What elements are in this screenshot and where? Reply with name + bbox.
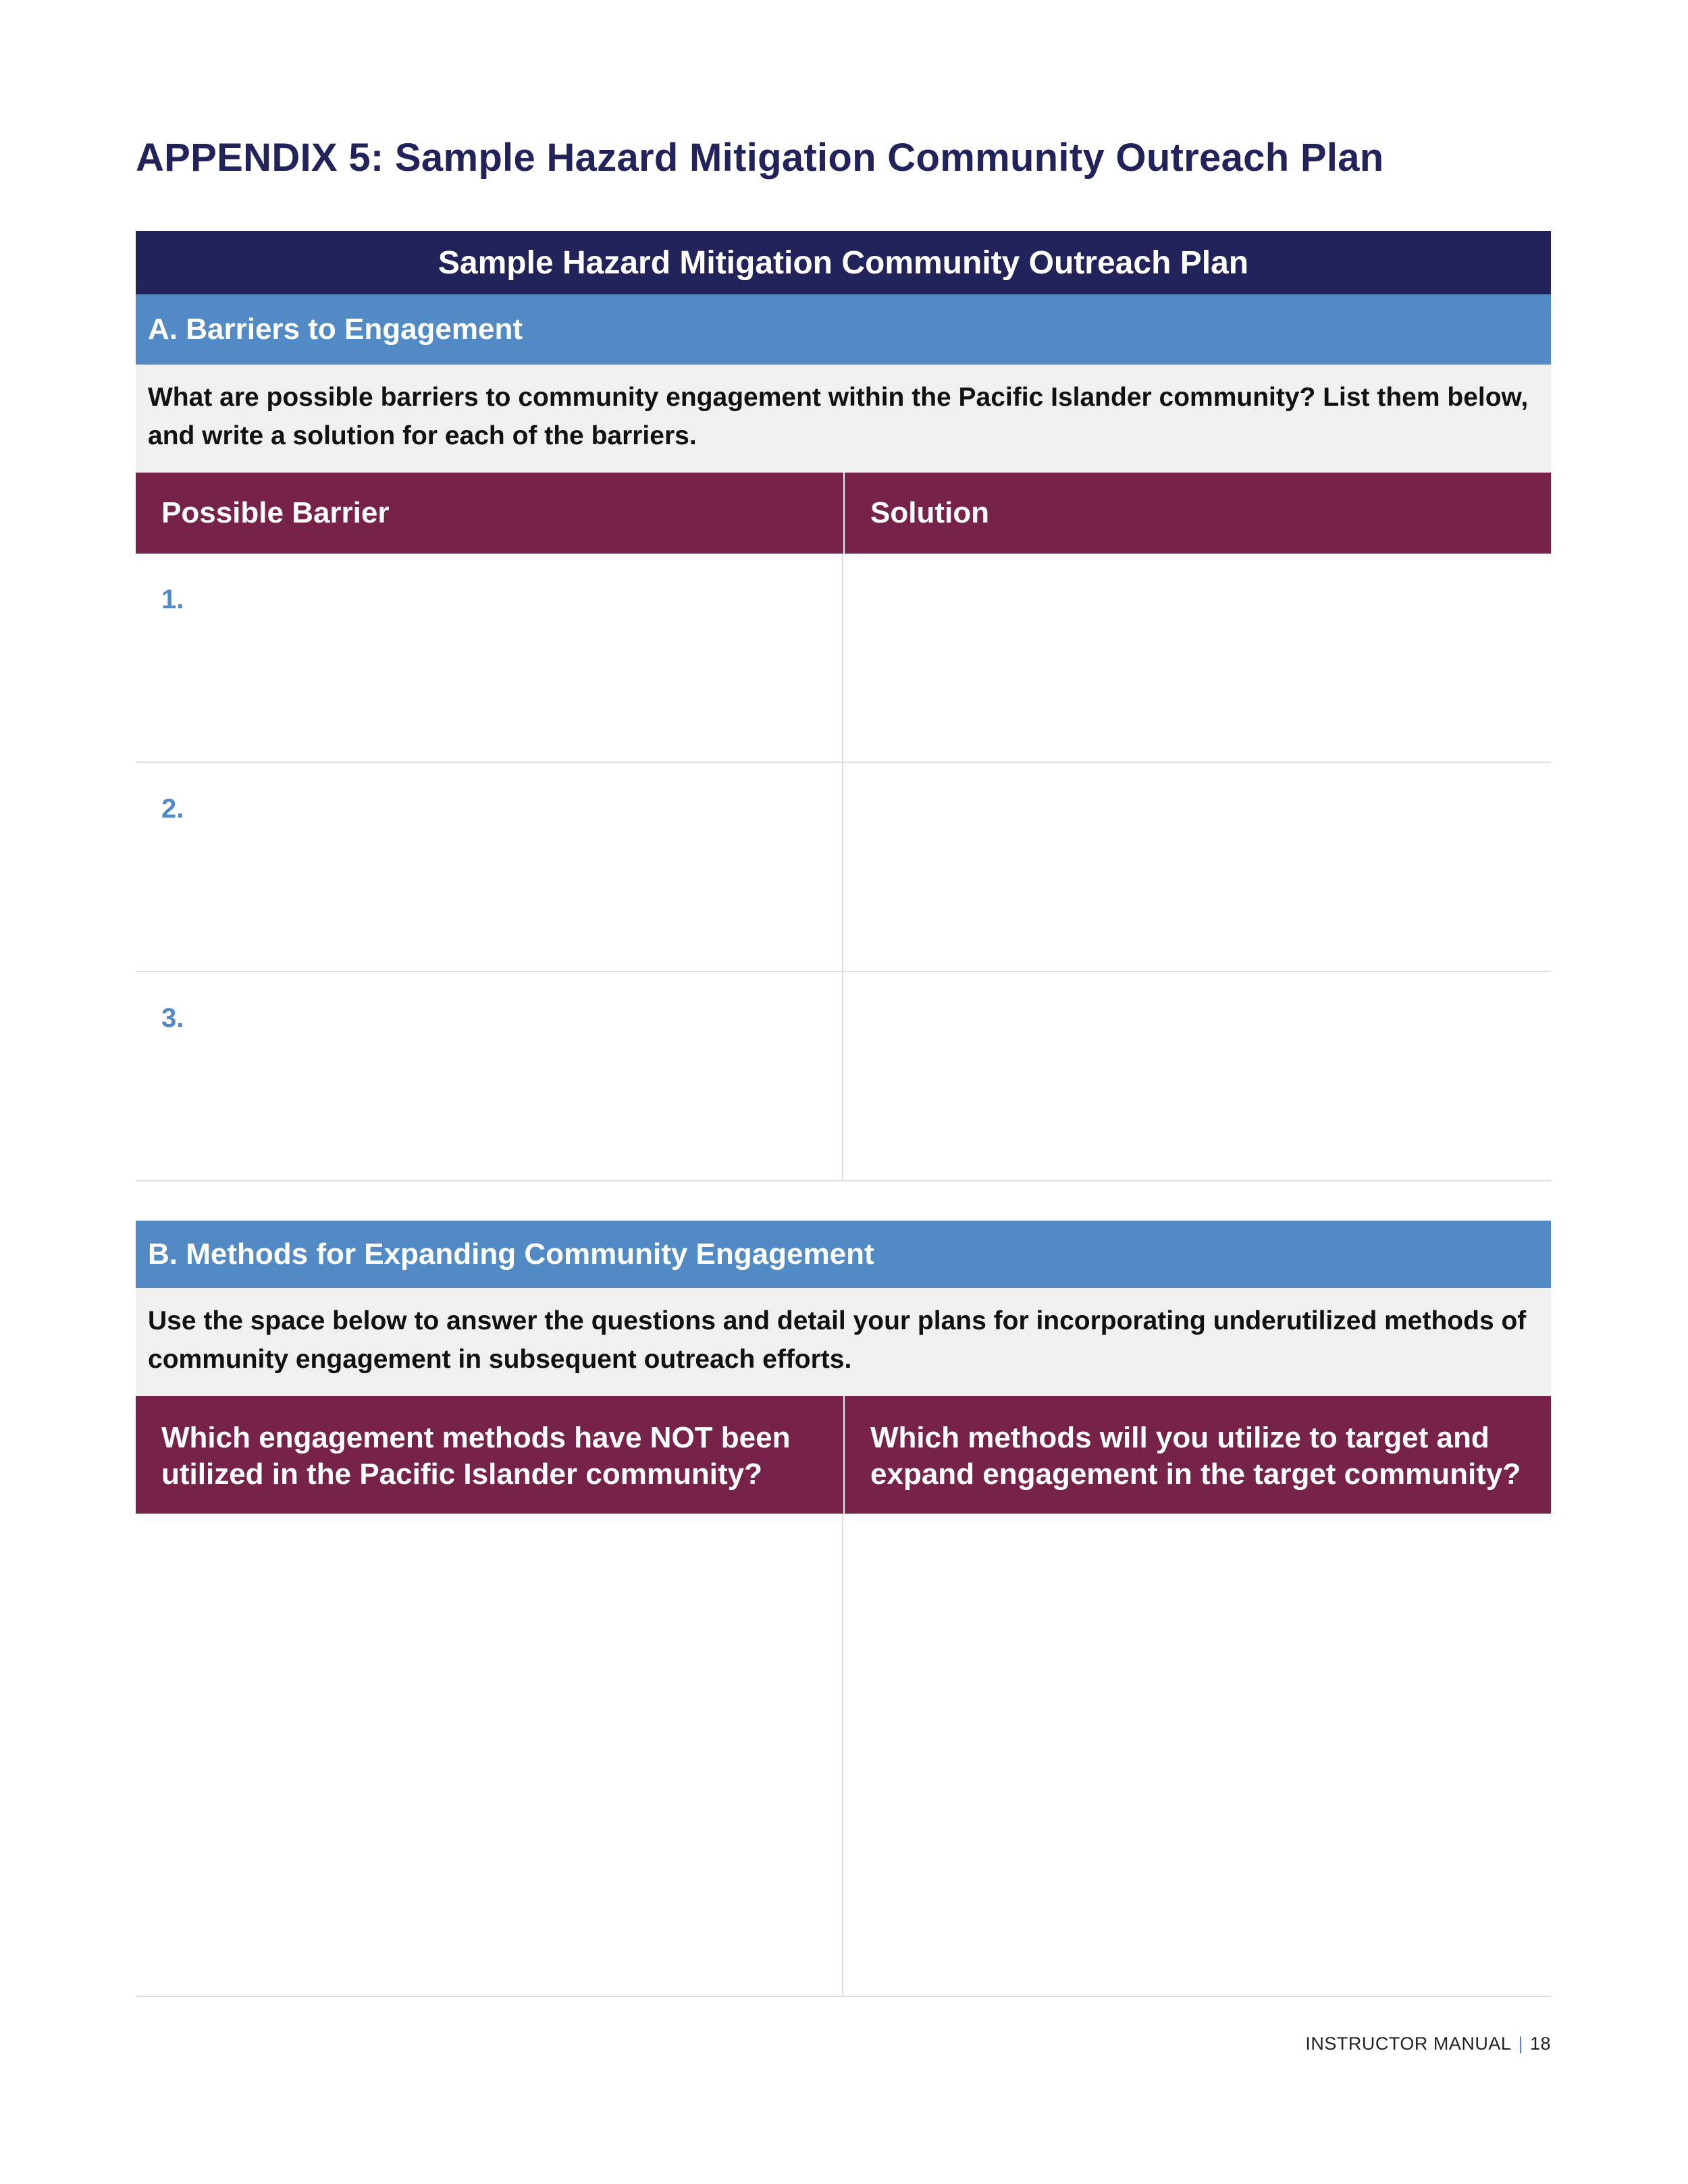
page-title: APPENDIX 5: Sample Hazard Mitigation Community Outreach Plan xyxy=(136,136,1384,180)
methods-not-utilized-cell[interactable] xyxy=(136,1514,843,1996)
solution-cell[interactable] xyxy=(843,972,1551,1180)
section-a-column-headers xyxy=(136,473,1551,554)
outreach-plan-table xyxy=(136,231,1551,1997)
col-header-possible-barrier: Possible Barrier xyxy=(161,496,390,529)
barrier-row xyxy=(136,554,1551,763)
page-number: 18 xyxy=(1529,2033,1551,2054)
solution-cell[interactable] xyxy=(843,554,1551,762)
section-b-column-headers xyxy=(136,1396,1551,1514)
page-footer xyxy=(1305,2033,1551,2054)
section-a-instruction: What are possible barriers to community engagement within the Pacific Islander community? List them below, and write a solution for each of the barriers. xyxy=(136,365,1551,473)
methods-to-utilize-cell[interactable] xyxy=(843,1514,1551,1996)
section-spacer xyxy=(136,1181,1551,1221)
section-b-instruction: Use the space below to answer the questions and detail your plans for incorporating underutilized methods of community engagement in subsequent outreach efforts. xyxy=(136,1288,1551,1396)
footer-label: INSTRUCTOR MANUAL xyxy=(1305,2033,1512,2054)
plan-title: Sample Hazard Mitigation Community Outreach Plan xyxy=(136,231,1551,294)
row-number: 1. xyxy=(161,585,184,614)
row-number: 3. xyxy=(161,1003,184,1033)
barrier-cell[interactable] xyxy=(136,554,843,762)
col-header-methods-to-utilize: Which methods will you utilize to target and expand engagement in the target community? xyxy=(843,1396,1551,1514)
col-header-methods-not-utilized: Which engagement methods have NOT been utilized in the Pacific Islander community? xyxy=(161,1421,791,1491)
section-a-heading: A. Barriers to Engagement xyxy=(136,294,1551,365)
section-b-answer-row xyxy=(136,1514,1551,1997)
barrier-row xyxy=(136,972,1551,1181)
footer-separator: | xyxy=(1518,2033,1523,2054)
col-header-solution: Solution xyxy=(843,473,1551,554)
barrier-cell[interactable] xyxy=(136,763,843,971)
barrier-row xyxy=(136,763,1551,972)
barrier-cell[interactable] xyxy=(136,972,843,1180)
solution-cell[interactable] xyxy=(843,763,1551,971)
section-b-heading: B. Methods for Expanding Community Engagement xyxy=(136,1221,1551,1288)
row-number: 2. xyxy=(161,794,184,824)
